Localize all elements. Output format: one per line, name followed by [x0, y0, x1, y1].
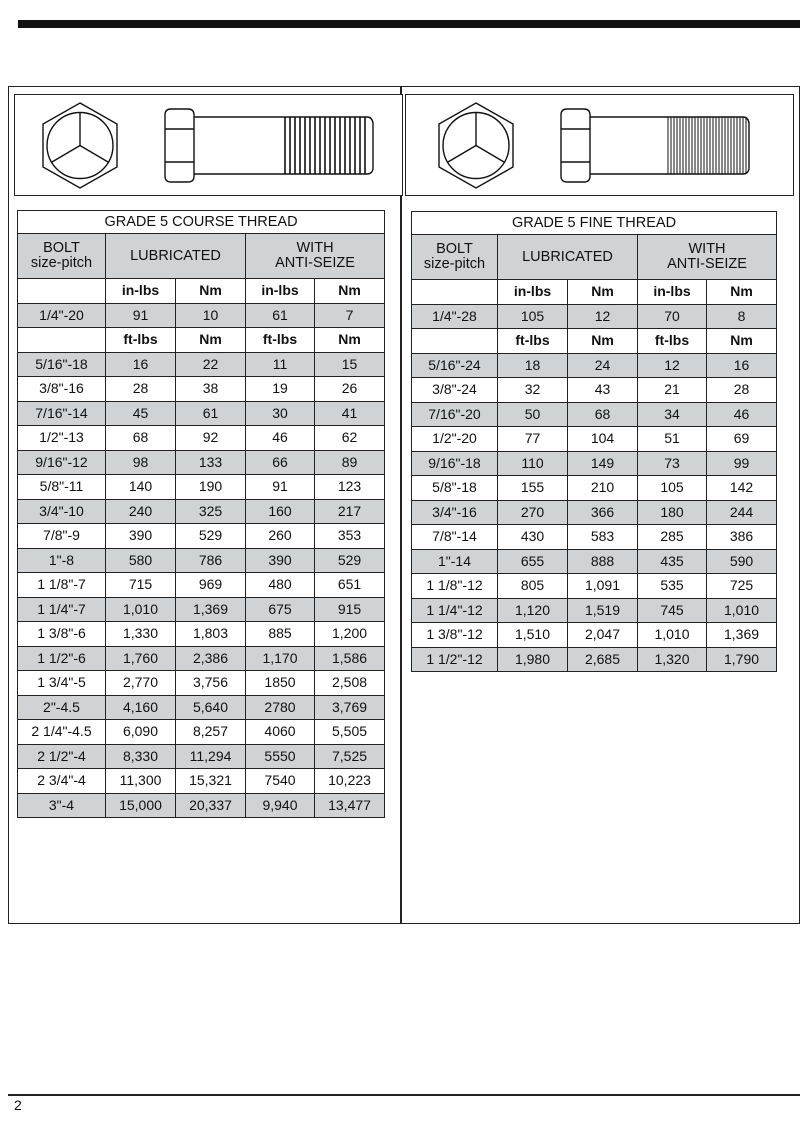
bolt-size-cell: 1/2"-20: [412, 427, 498, 452]
torque-value-cell: 61: [176, 401, 246, 426]
table-row: [412, 378, 777, 403]
torque-value-cell: 15: [315, 352, 385, 377]
bolt-size-cell: 5/8"-11: [18, 475, 106, 500]
torque-value-cell: 21: [638, 378, 707, 403]
table-row: [18, 793, 385, 818]
torque-value-cell: 885: [246, 622, 315, 647]
torque-value-cell: 10: [176, 303, 246, 328]
torque-value-cell: 1,369: [707, 623, 777, 648]
anti-seize-header: WITH ANTI-SEIZE: [638, 235, 777, 280]
column-divider: [400, 86, 402, 924]
torque-value-cell: 99: [707, 451, 777, 476]
torque-value-cell: 535: [638, 574, 707, 599]
lubricated-header: LUBRICATED: [498, 235, 638, 280]
unit-cell: Nm: [707, 280, 777, 305]
table-row: [412, 500, 777, 525]
torque-value-cell: 91: [246, 475, 315, 500]
torque-value-cell: 1,790: [707, 647, 777, 672]
torque-value-cell: 160: [246, 499, 315, 524]
torque-value-cell: 41: [315, 401, 385, 426]
torque-value-cell: 133: [176, 450, 246, 475]
torque-value-cell: 4060: [246, 720, 315, 745]
torque-value-cell: 16: [106, 352, 176, 377]
torque-value-cell: 210: [568, 476, 638, 501]
table-row: [18, 646, 385, 671]
bolt-size-cell: 2 1/4"-4.5: [18, 720, 106, 745]
table-row: [18, 401, 385, 426]
torque-value-cell: 190: [176, 475, 246, 500]
unit-cell: in-lbs: [498, 280, 568, 305]
torque-value-cell: 140: [106, 475, 176, 500]
torque-value-cell: 62: [315, 426, 385, 451]
torque-value-cell: 7540: [246, 769, 315, 794]
torque-value-cell: 2,047: [568, 623, 638, 648]
torque-value-cell: 353: [315, 524, 385, 549]
torque-value-cell: 969: [176, 573, 246, 598]
torque-value-cell: 26: [315, 377, 385, 402]
torque-value-cell: 1,320: [638, 647, 707, 672]
torque-value-cell: 105: [498, 304, 568, 329]
unit-cell-blank: [412, 280, 498, 305]
torque-value-cell: 8: [707, 304, 777, 329]
table-row: [18, 744, 385, 769]
torque-value-cell: 5,640: [176, 695, 246, 720]
unit-cell: Nm: [176, 279, 246, 304]
units-row: [18, 328, 385, 353]
bolt-size-cell: 1/4"-20: [18, 303, 106, 328]
bolt-size-cell: 5/8"-18: [412, 476, 498, 501]
torque-value-cell: 91: [106, 303, 176, 328]
table-row: [18, 499, 385, 524]
table-row: [412, 574, 777, 599]
units-row: [18, 279, 385, 304]
torque-value-cell: 104: [568, 427, 638, 452]
bolt-size-cell: 9/16"-18: [412, 451, 498, 476]
unit-cell: in-lbs: [106, 279, 176, 304]
torque-value-cell: 66: [246, 450, 315, 475]
table-row: [18, 769, 385, 794]
torque-value-cell: 15,321: [176, 769, 246, 794]
bolt-size-cell: 1 1/4"-7: [18, 597, 106, 622]
bolt-size-cell: 1/4"-28: [412, 304, 498, 329]
torque-value-cell: 529: [315, 548, 385, 573]
anti-seize-header: WITH ANTI-SEIZE: [246, 234, 385, 279]
torque-value-cell: 12: [568, 304, 638, 329]
bolt-size-cell: 1 1/8"-12: [412, 574, 498, 599]
torque-value-cell: 149: [568, 451, 638, 476]
torque-value-cell: 32: [498, 378, 568, 403]
table-row: [18, 524, 385, 549]
torque-value-cell: 430: [498, 525, 568, 550]
torque-value-cell: 1850: [246, 671, 315, 696]
unit-cell: in-lbs: [638, 280, 707, 305]
torque-value-cell: 805: [498, 574, 568, 599]
bolt-size-cell: 2 1/2"-4: [18, 744, 106, 769]
torque-value-cell: 5550: [246, 744, 315, 769]
fine-bolt-svg: [406, 95, 795, 195]
torque-value-cell: 34: [638, 402, 707, 427]
hex-head-grade-5-icon: [439, 103, 513, 188]
torque-value-cell: 45: [106, 401, 176, 426]
fine-bolt-illustration: [405, 94, 794, 196]
table-row: [18, 671, 385, 696]
torque-value-cell: 390: [106, 524, 176, 549]
lubricated-header: LUBRICATED: [106, 234, 246, 279]
bolt-size-cell: 1/2"-13: [18, 426, 106, 451]
torque-value-cell: 480: [246, 573, 315, 598]
unit-cell: ft-lbs: [106, 328, 176, 353]
bottom-rule: [8, 1094, 800, 1096]
torque-value-cell: 92: [176, 426, 246, 451]
table-row: [18, 597, 385, 622]
torque-value-cell: 1,200: [315, 622, 385, 647]
bolt-size-cell: 1 1/4"-12: [412, 598, 498, 623]
bolt-size-cell: 9/16"-12: [18, 450, 106, 475]
torque-value-cell: 8,257: [176, 720, 246, 745]
table-row: [18, 573, 385, 598]
unit-cell-blank: [412, 329, 498, 354]
torque-value-cell: 24: [568, 353, 638, 378]
bolt-size-cell: 3/8"-16: [18, 377, 106, 402]
table-row: [18, 303, 385, 328]
torque-value-cell: 325: [176, 499, 246, 524]
unit-cell-blank: [18, 279, 106, 304]
torque-value-cell: 28: [707, 378, 777, 403]
torque-value-cell: 70: [638, 304, 707, 329]
table-row: [412, 525, 777, 550]
torque-value-cell: 43: [568, 378, 638, 403]
torque-value-cell: 68: [106, 426, 176, 451]
table-row: [412, 598, 777, 623]
torque-value-cell: 1,803: [176, 622, 246, 647]
table-title: GRADE 5 COURSE THREAD: [18, 211, 385, 234]
torque-value-cell: 4,160: [106, 695, 176, 720]
bolt-size-header: BOLT size-pitch: [18, 234, 106, 279]
table-row: [18, 377, 385, 402]
torque-value-cell: 13,477: [315, 793, 385, 818]
torque-value-cell: 16: [707, 353, 777, 378]
torque-value-cell: 18: [498, 353, 568, 378]
torque-value-cell: 1,091: [568, 574, 638, 599]
unit-cell: Nm: [315, 279, 385, 304]
course-bolt-svg: [15, 95, 404, 195]
fine-large-rows: [412, 353, 777, 672]
bolt-side-view-coarse-icon: [165, 109, 373, 182]
torque-value-cell: 2,770: [106, 671, 176, 696]
torque-value-cell: 240: [106, 499, 176, 524]
torque-value-cell: 15,000: [106, 793, 176, 818]
bolt-size-cell: 2 3/4"-4: [18, 769, 106, 794]
torque-value-cell: 51: [638, 427, 707, 452]
torque-value-cell: 28: [106, 377, 176, 402]
torque-value-cell: 7,525: [315, 744, 385, 769]
table-title: GRADE 5 FINE THREAD: [412, 212, 777, 235]
table-row: [18, 720, 385, 745]
bolt-size-cell: 1 1/8"-7: [18, 573, 106, 598]
torque-value-cell: 435: [638, 549, 707, 574]
torque-value-cell: 725: [707, 574, 777, 599]
torque-value-cell: 11: [246, 352, 315, 377]
bolt-size-header: BOLT size-pitch: [412, 235, 498, 280]
torque-value-cell: 20,337: [176, 793, 246, 818]
bolt-size-cell: 3"-4: [18, 793, 106, 818]
table-row: [412, 451, 777, 476]
torque-value-cell: 46: [246, 426, 315, 451]
torque-value-cell: 155: [498, 476, 568, 501]
table-row: [18, 695, 385, 720]
torque-value-cell: 38: [176, 377, 246, 402]
torque-value-cell: 285: [638, 525, 707, 550]
table-row: [412, 647, 777, 672]
bolt-size-cell: 1 1/2"-6: [18, 646, 106, 671]
unit-cell: Nm: [707, 329, 777, 354]
torque-value-cell: 715: [106, 573, 176, 598]
bolt-size-cell: 3/4"-10: [18, 499, 106, 524]
bolt-size-cell: 5/16"-24: [412, 353, 498, 378]
bolt-size-cell: 3/8"-24: [412, 378, 498, 403]
table-row: [18, 426, 385, 451]
table-row: [412, 402, 777, 427]
unit-cell: Nm: [568, 280, 638, 305]
torque-value-cell: 390: [246, 548, 315, 573]
bolt-size-cell: 7/16"-20: [412, 402, 498, 427]
torque-value-cell: 9,940: [246, 793, 315, 818]
fine-small-rows: [412, 304, 777, 329]
torque-value-cell: 68: [568, 402, 638, 427]
table-row: [18, 450, 385, 475]
torque-value-cell: 11,300: [106, 769, 176, 794]
torque-value-cell: 50: [498, 402, 568, 427]
torque-value-cell: 270: [498, 500, 568, 525]
top-rule: [18, 20, 800, 28]
torque-value-cell: 675: [246, 597, 315, 622]
fine-thread-torque-table: [411, 211, 777, 672]
torque-value-cell: 69: [707, 427, 777, 452]
torque-value-cell: 61: [246, 303, 315, 328]
torque-value-cell: 180: [638, 500, 707, 525]
torque-value-cell: 786: [176, 548, 246, 573]
unit-cell: in-lbs: [246, 279, 315, 304]
torque-value-cell: 888: [568, 549, 638, 574]
page-number: 2: [14, 1097, 22, 1113]
torque-value-cell: 123: [315, 475, 385, 500]
bolt-size-cell: 7/8"-14: [412, 525, 498, 550]
hex-head-grade-5-icon: [43, 103, 117, 188]
unit-cell-blank: [18, 328, 106, 353]
table-row: [412, 623, 777, 648]
torque-value-cell: 5,505: [315, 720, 385, 745]
torque-value-cell: 915: [315, 597, 385, 622]
table-row: [18, 475, 385, 500]
table-row: [18, 622, 385, 647]
bolt-size-cell: 1 1/2"-12: [412, 647, 498, 672]
table-row: [18, 548, 385, 573]
torque-value-cell: 1,010: [638, 623, 707, 648]
course-large-rows: [18, 352, 385, 818]
torque-value-cell: 1,120: [498, 598, 568, 623]
bolt-size-cell: 1 3/4"-5: [18, 671, 106, 696]
bolt-size-cell: 1 3/8"-6: [18, 622, 106, 647]
torque-value-cell: 89: [315, 450, 385, 475]
torque-value-cell: 366: [568, 500, 638, 525]
unit-cell: ft-lbs: [246, 328, 315, 353]
torque-value-cell: 745: [638, 598, 707, 623]
table-row: [412, 427, 777, 452]
torque-value-cell: 2,386: [176, 646, 246, 671]
torque-value-cell: 1,170: [246, 646, 315, 671]
bolt-size-cell: 5/16"-18: [18, 352, 106, 377]
torque-value-cell: 110: [498, 451, 568, 476]
torque-value-cell: 8,330: [106, 744, 176, 769]
torque-value-cell: 590: [707, 549, 777, 574]
torque-value-cell: 10,223: [315, 769, 385, 794]
torque-value-cell: 6,090: [106, 720, 176, 745]
torque-value-cell: 651: [315, 573, 385, 598]
torque-value-cell: 2780: [246, 695, 315, 720]
torque-value-cell: 1,010: [707, 598, 777, 623]
torque-value-cell: 11,294: [176, 744, 246, 769]
torque-value-cell: 1,369: [176, 597, 246, 622]
bolt-size-cell: 7/16"-14: [18, 401, 106, 426]
torque-value-cell: 12: [638, 353, 707, 378]
torque-value-cell: 2,508: [315, 671, 385, 696]
unit-cell: ft-lbs: [498, 329, 568, 354]
torque-value-cell: 1,519: [568, 598, 638, 623]
torque-value-cell: 3,756: [176, 671, 246, 696]
torque-value-cell: 46: [707, 402, 777, 427]
torque-value-cell: 73: [638, 451, 707, 476]
course-thread-torque-table: [17, 210, 385, 818]
course-small-rows: [18, 303, 385, 328]
unit-cell: Nm: [176, 328, 246, 353]
torque-value-cell: 2,685: [568, 647, 638, 672]
unit-cell: Nm: [568, 329, 638, 354]
torque-value-cell: 7: [315, 303, 385, 328]
torque-value-cell: 105: [638, 476, 707, 501]
bolt-size-cell: 1"-14: [412, 549, 498, 574]
table-row: [18, 352, 385, 377]
course-bolt-illustration: [14, 94, 403, 196]
bolt-size-cell: 7/8"-9: [18, 524, 106, 549]
unit-cell: Nm: [315, 328, 385, 353]
torque-value-cell: 386: [707, 525, 777, 550]
torque-value-cell: 655: [498, 549, 568, 574]
units-row: [412, 329, 777, 354]
torque-value-cell: 244: [707, 500, 777, 525]
torque-value-cell: 19: [246, 377, 315, 402]
table-row: [412, 304, 777, 329]
torque-value-cell: 583: [568, 525, 638, 550]
table-row: [412, 476, 777, 501]
table-row: [412, 353, 777, 378]
torque-value-cell: 1,510: [498, 623, 568, 648]
torque-value-cell: 98: [106, 450, 176, 475]
bolt-side-view-fine-icon: [561, 109, 749, 182]
torque-value-cell: 3,769: [315, 695, 385, 720]
torque-value-cell: 77: [498, 427, 568, 452]
bolt-size-cell: 1"-8: [18, 548, 106, 573]
torque-value-cell: 529: [176, 524, 246, 549]
torque-value-cell: 260: [246, 524, 315, 549]
torque-value-cell: 1,980: [498, 647, 568, 672]
table-row: [412, 549, 777, 574]
torque-value-cell: 217: [315, 499, 385, 524]
bolt-size-cell: 3/4"-16: [412, 500, 498, 525]
bolt-size-cell: 1 3/8"-12: [412, 623, 498, 648]
torque-value-cell: 1,760: [106, 646, 176, 671]
torque-value-cell: 580: [106, 548, 176, 573]
torque-value-cell: 1,586: [315, 646, 385, 671]
torque-value-cell: 30: [246, 401, 315, 426]
torque-value-cell: 1,010: [106, 597, 176, 622]
units-row: [412, 280, 777, 305]
unit-cell: ft-lbs: [638, 329, 707, 354]
torque-value-cell: 1,330: [106, 622, 176, 647]
torque-value-cell: 142: [707, 476, 777, 501]
torque-value-cell: 22: [176, 352, 246, 377]
bolt-size-cell: 2"-4.5: [18, 695, 106, 720]
